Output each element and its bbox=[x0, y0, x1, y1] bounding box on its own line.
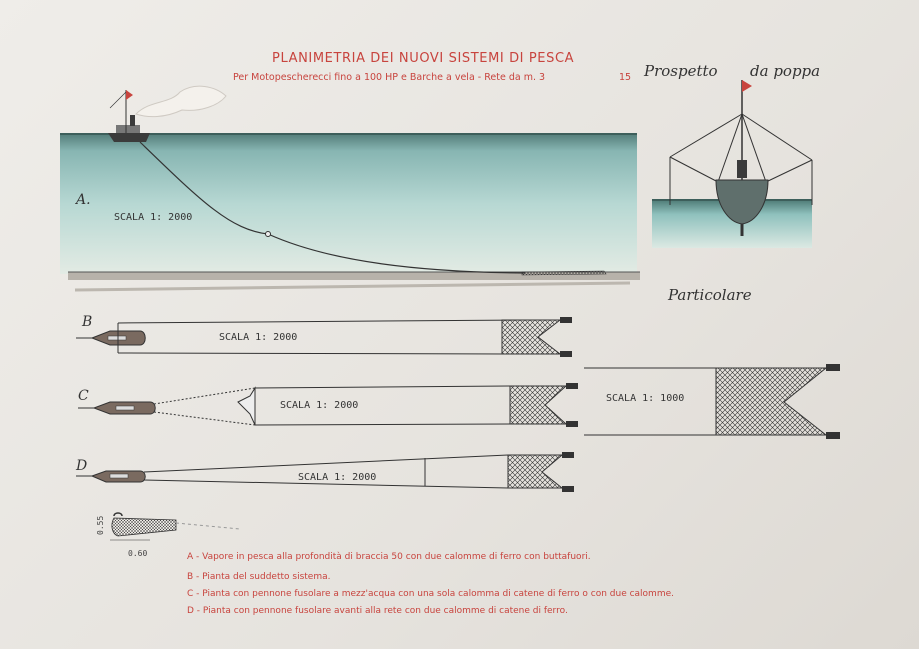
legend-item-c: C - Pianta con pennone fusolare a mezz'acqua con una sola calomma di catene di ferro o con due calomme. bbox=[187, 589, 674, 599]
figure-a-sea-section bbox=[60, 86, 640, 290]
detail-scale: SCALA 1: 1000 bbox=[606, 393, 685, 404]
page-subtitle-number: 15 bbox=[619, 72, 632, 83]
figure-b-letter: B bbox=[82, 314, 93, 330]
figure-d-scale: SCALA 1: 2000 bbox=[298, 472, 377, 483]
figure-d-letter: D bbox=[76, 458, 88, 474]
legend-item-a: A - Vapore in pesca alla profondità di braccia 50 con due calomme di ferro con buttafuori. bbox=[187, 552, 591, 562]
net-on-bottom bbox=[522, 271, 606, 275]
dimension-width: 0.60 bbox=[128, 549, 148, 558]
detail-label: Particolare bbox=[668, 286, 752, 304]
dimension-height: 0.55 bbox=[96, 515, 105, 535]
figure-a-letter: A. bbox=[76, 192, 91, 208]
figure-a-scale: SCALA 1: 2000 bbox=[114, 212, 193, 223]
stern-view-title-a: Prospetto bbox=[644, 62, 718, 80]
legend-item-d: D - Pianta con pennone fusolare avanti alla rete con due calomme di catene di ferro. bbox=[187, 606, 568, 616]
stern-view-title-b: da poppa bbox=[750, 62, 821, 80]
page-subtitle: Per Motopescherecci fino a 100 HP e Barche a vela - Rete da m. 3 bbox=[233, 72, 546, 83]
sledge-detail bbox=[110, 513, 240, 540]
figure-b-scale: SCALA 1: 2000 bbox=[219, 332, 298, 343]
figure-c-scale: SCALA 1: 2000 bbox=[280, 400, 359, 411]
smoke-plume bbox=[136, 86, 226, 116]
figure-b-plan bbox=[76, 317, 572, 357]
legend-item-b: B - Pianta del suddetto sistema. bbox=[187, 572, 331, 582]
sea-area bbox=[60, 134, 637, 274]
cable-float bbox=[266, 232, 271, 237]
figure-c-letter: C bbox=[78, 388, 89, 404]
stern-view bbox=[652, 80, 812, 248]
page-title: PLANIMETRIA DEI NUOVI SISTEMI DI PESCA bbox=[272, 51, 575, 66]
